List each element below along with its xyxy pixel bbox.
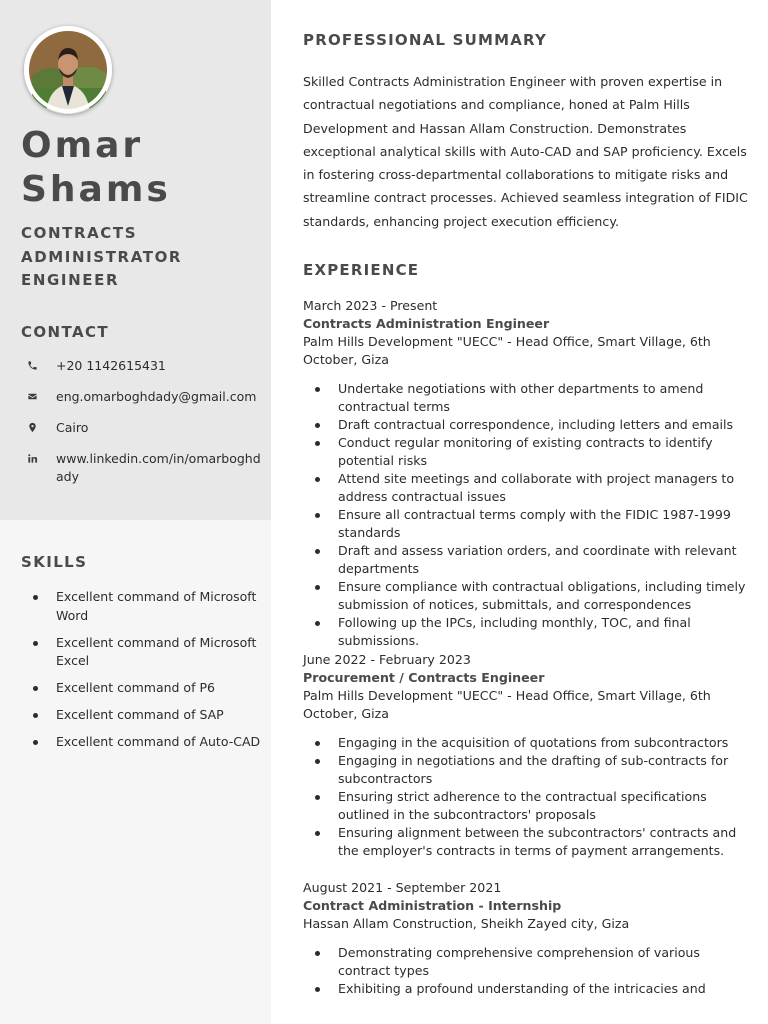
skill-item: Excellent command of Microsoft Excel (21, 634, 261, 671)
first-name: Omar (21, 125, 144, 166)
job-bullet: Ensuring alignment between the subcontractors' contracts and the employer's contracts in terms of payment arrangements. (303, 824, 750, 860)
phone-icon (26, 359, 39, 372)
contact-text[interactable]: +20 1142615431 (56, 358, 166, 373)
skill-item: Excellent command of SAP (21, 706, 261, 725)
job-bullets (303, 734, 750, 860)
skill-item: Excellent command of Microsoft Word (21, 588, 261, 625)
job-bullet: Attend site meetings and collaborate with project managers to address contractual issues (303, 470, 750, 506)
job-bullet: Conduct regular monitoring of existing contracts to identify potential risks (303, 434, 750, 470)
contact-text[interactable]: www.linkedin.com/in/omarboghdady (56, 451, 261, 484)
job-bullet: Ensure all contractual terms comply with the FIDIC 1987-1999 standards (303, 506, 750, 542)
linkedin-icon (26, 452, 39, 465)
job-bullet: Following up the IPCs, including monthly, TOC, and final submissions. (303, 614, 750, 650)
job-title-line: ADMINISTRATOR (21, 247, 183, 266)
job-title-line: CONTRACTS (21, 224, 138, 242)
job-role: Contracts Administration Engineer (303, 316, 550, 331)
job-bullet: Demonstrating comprehensive comprehension of various contract types (303, 944, 750, 980)
contact-list (21, 357, 261, 499)
last-name: Shams (21, 169, 171, 210)
job-bullet: Draft and assess variation orders, and coordinate with relevant departments (303, 542, 750, 578)
contact-text: Cairo (56, 420, 89, 435)
job-dates: August 2021 - September 2021 (303, 880, 502, 895)
job-bullet: Undertake negotiations with other departments to amend contractual terms (303, 380, 750, 416)
job-dates: June 2022 - February 2023 (303, 652, 471, 667)
location-icon (26, 421, 39, 434)
experience-heading: EXPERIENCE (303, 261, 420, 279)
job-dates: March 2023 - Present (303, 298, 438, 313)
avatar (24, 26, 112, 114)
contact-text[interactable]: eng.omarboghdady@gmail.com (56, 389, 257, 404)
skills-list (21, 588, 261, 760)
contact-item-phone (21, 357, 261, 375)
job-company: Palm Hills Development "UECC" - Head Office, Smart Village, 6th October, Giza (303, 688, 711, 721)
skill-item: Excellent command of Auto-CAD (21, 733, 261, 752)
job-entry (303, 651, 750, 860)
profile-photo (24, 26, 112, 114)
contact-item-email (21, 388, 261, 406)
job-title-line: ENGINEER (21, 271, 120, 289)
email-icon (26, 390, 39, 403)
job-bullet: Draft contractual correspondence, including letters and emails (303, 416, 750, 434)
job-bullet: Ensuring strict adherence to the contractual specifications outlined in the subcontractors' proposals (303, 788, 750, 824)
skills-heading: SKILLS (21, 553, 88, 571)
contact-item-linkedin (21, 450, 261, 486)
job-company: Palm Hills Development "UECC" - Head Office, Smart Village, 6th October, Giza (303, 334, 711, 367)
job-company: Hassan Allam Construction, Sheikh Zayed city, Giza (303, 916, 630, 931)
job-bullets (303, 944, 750, 998)
job-bullet: Engaging in the acquisition of quotations from subcontractors (303, 734, 750, 752)
job-role: Contract Administration - Internship (303, 898, 562, 913)
job-bullet: Engaging in negotiations and the drafting of sub-contracts for subcontractors (303, 752, 750, 788)
summary-heading: PROFESSIONAL SUMMARY (303, 31, 548, 49)
sidebar (0, 0, 271, 1024)
job-title (21, 222, 261, 293)
job-role: Procurement / Contracts Engineer (303, 670, 545, 685)
job-bullet: Ensure compliance with contractual obligations, including timely submission of notices, submittals, and correspondences (303, 578, 750, 614)
job-bullet: Exhibiting a profound understanding of the intricacies and (303, 980, 750, 998)
contact-item-location (21, 419, 261, 437)
job-bullets (303, 380, 750, 650)
summary-text: Skilled Contracts Administration Engineer with proven expertise in contractual negotiations and compliance, honed at Palm Hills Development and Hassan Allam Construction. Demonstrates exceptional analytical skills with Auto-CAD and SAP proficiency. Excels in fostering cross-departmental collaborations to mitigate risks and streamline contract processes. Achieved seamless integration of FIDIC standards, enhancing project execution efficiency. (303, 74, 748, 229)
candidate-name (21, 124, 261, 212)
contact-heading: CONTACT (21, 323, 110, 341)
job-entry (303, 297, 750, 650)
skill-item: Excellent command of P6 (21, 679, 261, 698)
job-entry (303, 879, 750, 998)
